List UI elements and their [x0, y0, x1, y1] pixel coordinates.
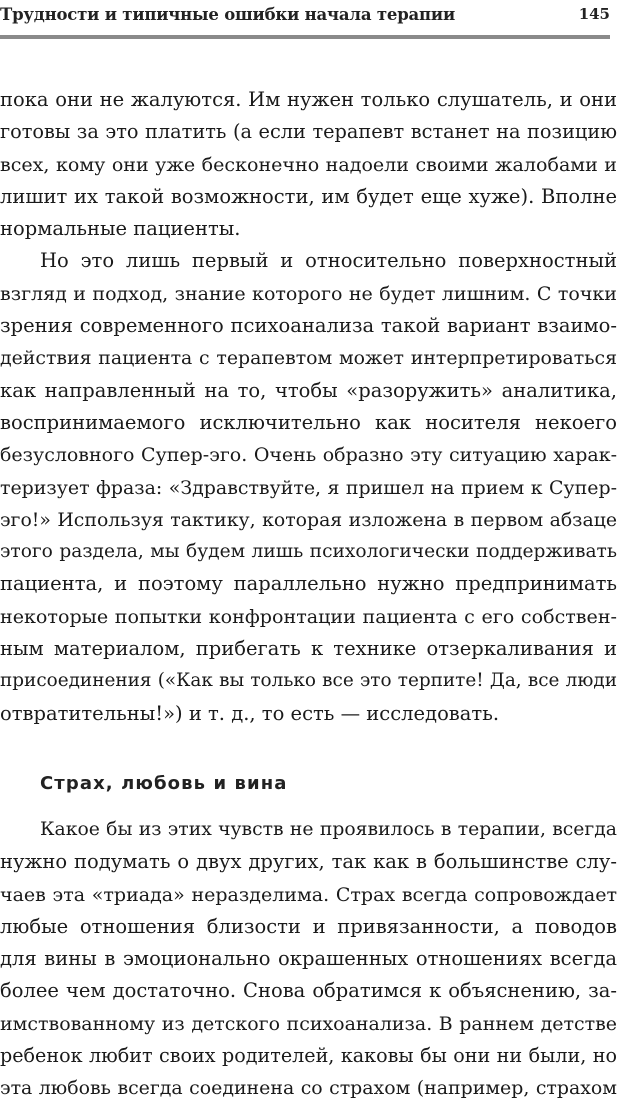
text-line: пока они не жалуются. Им нужен только слушатель, и они — [0, 88, 617, 111]
running-title: Трудности и типичные ошибки начала терапии — [0, 4, 455, 24]
text-line: более чем достаточно. Снова обратимся к объяснению, за- — [0, 979, 617, 1003]
paragraph-1 — [0, 84, 617, 245]
text-line: Какое бы из этих чувств не проявилось в терапии, всегда — [40, 818, 617, 840]
text-line: действия пациента с терапевтом может интерпретироваться — [0, 347, 617, 370]
spacer — [0, 730, 617, 768]
text-line: воспринимаемого исключительно как носителя некоего — [0, 410, 617, 434]
text-line: готовы за это платить (а если терапевт встанет на позицию — [0, 120, 617, 144]
text-line: как направленный на то, чтобы «разоружить» аналитика, — [0, 378, 617, 402]
text-line: отвратительны!») и т. д., то есть — исследовать. — [0, 701, 500, 725]
text-line: пациента, и поэтому параллельно нужно предпринимать — [0, 572, 617, 596]
section-heading: Страх, любовь и вина — [40, 772, 288, 794]
text-line: нужно подумать о двух других, так как в большинстве слу- — [0, 850, 617, 874]
paragraph-2 — [0, 245, 617, 729]
text-line: чаев эта «триада» неразделима. Страх всегда сопровождает — [0, 883, 617, 906]
text-line: нормальные пациенты. — [0, 217, 241, 241]
text-line: эго!» Используя тактику, которая изложена в первом абзаце — [0, 508, 617, 531]
text-line: некоторые попытки конфронтации пациента с его собствен- — [0, 604, 617, 628]
text-line: всех, кому они уже бесконечно надоели своими жалобами и — [0, 153, 617, 176]
page-number: 145 — [578, 5, 610, 23]
spacer — [0, 800, 617, 814]
text-line: безусловного Супер-эго. Очень образно эту ситуацию харак- — [0, 444, 617, 467]
section — [0, 768, 617, 1105]
text-line: имствованному из детского психоанализа. В раннем детстве — [0, 1012, 617, 1035]
text-line: лишит их такой возможности, им будет еще хуже). Вполне — [0, 184, 617, 208]
body-text — [0, 84, 617, 1105]
text-line: присоединения («Как вы только все это терпите! Да, все люди — [0, 670, 617, 692]
header-rule — [0, 35, 610, 39]
text-line: ребенок любит своих родителей, каковы бы они ни были, но — [0, 1044, 617, 1068]
text-line: этого раздела, мы будем лишь психологически поддерживать — [0, 541, 617, 563]
text-line: зрения современного психоанализа такой вариант взаимо- — [0, 314, 617, 338]
running-header — [0, 0, 612, 28]
text-line: эта любовь всегда соединена со страхом (например, страхом — [0, 1077, 617, 1100]
text-line: взгляд и подход, знание которого не будет лишним. С точки — [0, 282, 617, 305]
text-line: для вины в эмоционально окрашенных отношениях всегда — [0, 947, 617, 971]
text-line: ным материалом, прибегать к технике отзеркаливания и — [0, 637, 617, 661]
text-line: Но это лишь первый и относительно поверхностный — [40, 249, 617, 273]
text-line: любые отношения близости и привязанности, а поводов — [0, 914, 617, 938]
text-line: теризует фраза: «Здравствуйте, я пришел на прием к Супер- — [0, 476, 617, 499]
